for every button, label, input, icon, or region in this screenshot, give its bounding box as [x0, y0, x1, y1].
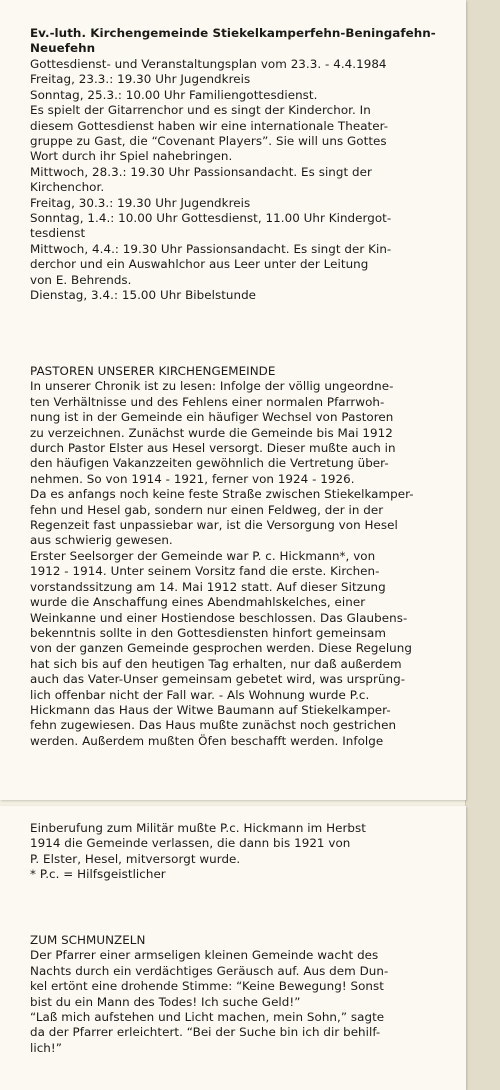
humor-line: Nachts durch ein verdächtiges Geräusch auf. Aus dem Dun- — [30, 963, 389, 978]
article-line: Erster Seelsorger der Gemeinde war P. c. Hickmann*, von — [30, 548, 376, 563]
article-line: vorstandssitzung am 14. Mai 1912 statt. Auf dieser Sitzung — [30, 579, 386, 594]
schedule-line: Es spielt der Gitarrenchor und es singt der Kinderchor. In — [30, 103, 371, 118]
humor-line: Der Pfarrer einer armseligen kleinen Gemeinde wacht des — [30, 948, 379, 963]
parish-title — [30, 26, 455, 57]
article-line: den häufigen Vakanzzeiten gewöhnlich die Vertretung über- — [30, 456, 389, 471]
parish-title-line: Neuefehn — [30, 41, 96, 56]
schedule-line: Dienstag, 3.4.: 15.00 Uhr Bibelstunde — [30, 288, 257, 303]
article-line: nehmen. So von 1914 - 1921, ferner von 1924 - 1926. — [30, 471, 355, 486]
schedule-line: derchor und ein Auswahlchor aus Leer unter der Leitung — [30, 257, 369, 272]
humor-line: kel ertönt eine drohende Stimme: “Keine Bewegung! Sonst — [30, 979, 384, 994]
schedule-line: Gottesdienst- und Veranstaltungsplan vom 23.3. - 4.4.1984 — [30, 57, 387, 71]
article-line: lich offenbar nicht der Fall war. - Als Wohnung wurde P.c. — [30, 687, 370, 702]
adjacent-page-margin — [465, 0, 500, 1090]
schedule-line: tesdienst — [30, 226, 86, 241]
article-line: hat sich bis auf den heutigen Tag erhalten, nur daß außerdem — [30, 656, 402, 671]
article-line: zu verzeichnen. Zunächst wurde die Gemeinde bis Mai 1912 — [30, 425, 393, 440]
article-line: Einberufung zum Militär mußte P.c. Hickmann im Herbst — [30, 821, 366, 835]
article-line: fehn und Hesel gab, sondern nur einen Feldweg, der in der — [30, 502, 384, 517]
parish-title-line: Ev.-luth. Kirchengemeinde Stiekelkamperfehn-Beningafehn- — [30, 26, 436, 40]
pastors-article — [30, 364, 455, 749]
service-schedule — [30, 57, 455, 304]
article-line: bekenntnis sollte in den Gottesdiensten hinfort gemeinsam — [30, 625, 387, 640]
schedule-line: Sonntag, 1.4.: 10.00 Uhr Gottesdienst, 11.00 Uhr Kindergot- — [30, 211, 392, 226]
schedule-line: diesem Gottesdienst haben wir eine internationale Theater- — [30, 118, 389, 133]
schedule-line: Wort durch ihr Spiel nahebringen. — [30, 149, 233, 164]
article-line: fehn zugewiesen. Das Haus mußte zunächst noch gestrichen — [30, 718, 397, 733]
humor-line: da der Pfarrer erleichtert. “Bei der Suche bin ich dir behilf- — [30, 1025, 381, 1040]
schedule-line: Freitag, 23.3.: 19.30 Uhr Jugendkreis — [30, 72, 251, 87]
schedule-line: Mittwoch, 4.4.: 19.30 Uhr Passionsandacht. Es singt der Kin- — [30, 241, 392, 256]
article-line: Weinkanne und einer Hostiendose beschlossen. Das Glaubens- — [30, 610, 408, 625]
schedule-line: Sonntag, 25.3.: 10.00 Uhr Familiengottesdienst. — [30, 87, 318, 102]
humor-line: “Laß mich aufstehen und Licht machen, mein Sohn,” sagte — [30, 1010, 385, 1025]
article-line: In unserer Chronik ist zu lesen: Infolge der völlig ungeordne- — [30, 379, 394, 394]
article-line: Da es anfangs noch keine feste Straße zwischen Stiekelkamper- — [30, 487, 414, 502]
schedule-line: Kirchenchor. — [30, 180, 105, 195]
article-line: ten Verhältnisse und des Fehlens einer normalen Pfarrwoh- — [30, 394, 385, 409]
article-line: nung ist in der Gemeinde ein häufiger Wechsel von Pastoren — [30, 410, 394, 425]
article-line: 1914 die Gemeinde verlassen, die dann bis 1921 von — [30, 836, 351, 851]
article-line: aus schwierig gewesen. — [30, 533, 173, 548]
schedule-line: von E. Behrends. — [30, 272, 132, 287]
humor-line: bist du ein Mann des Todes! Ich suche Geld!” — [30, 994, 301, 1009]
article-line: Hickmann das Haus der Witwe Baumann auf Stiekelkamper- — [30, 702, 391, 717]
schedule-line: gruppe zu Gast, die “Covenant Players”. Sie will uns Gottes — [30, 134, 387, 149]
article-line: von der ganzen Gemeinde gesprochen werden. Diese Regelung — [30, 641, 412, 656]
humor-line: lich!” — [30, 1040, 62, 1055]
article-line: werden. Außerdem mußten Öfen beschafft werden. Infolge — [30, 733, 384, 748]
article-line: auch das Vater-Unser gemeinsam gebetet wird, was ursprüng- — [30, 672, 406, 687]
article-line: 1912 - 1914. Unter seinem Vorsitz fand die erste. Kirchen- — [30, 564, 380, 579]
article-line: durch Pastor Elster aus Hesel versorgt. Dieser mußte auch in — [30, 441, 396, 456]
humor-section — [30, 933, 455, 1056]
schedule-line: Mittwoch, 28.3.: 19.30 Uhr Passionsandacht. Es singt der — [30, 164, 372, 179]
schedule-line: Freitag, 30.3.: 19.30 Uhr Jugendkreis — [30, 195, 251, 210]
article-line: wurde die Anschaffung eines Abendmahlskelches, einer — [30, 595, 366, 610]
humor-heading: ZUM SCHMUNZELN — [30, 933, 146, 947]
article-line: Regenzeit fast unpassiebar war, ist die Versorgung von Hesel — [30, 518, 398, 533]
pastors-article-continuation — [30, 821, 455, 883]
footnote: * P.c. = Hilfsgeistlicher — [30, 867, 166, 882]
pastors-heading: PASTOREN UNSERER KIRCHENGEMEINDE — [30, 364, 276, 378]
article-line: P. Elster, Hesel, mitversorgt wurde. — [30, 851, 241, 866]
